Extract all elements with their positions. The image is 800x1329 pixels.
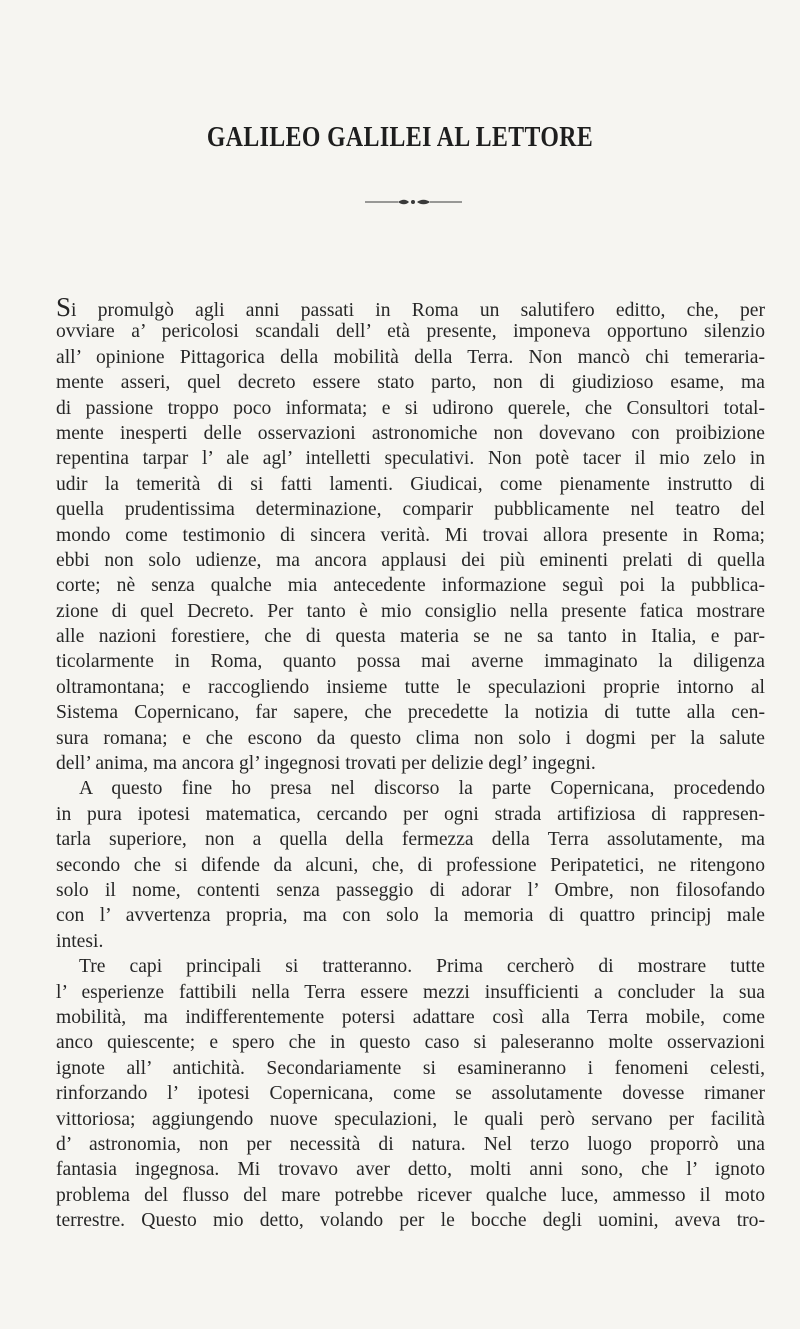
text-line: ignote all’ antichità. Secondariamente si esamineranno i fenomeni celesti, [56,1057,765,1079]
text-line: quella prudentissima determinazione, comparir pubblicamente nel teatro del [56,499,765,521]
text-line: di passione troppo poco informata; e si udirono querele, che Consultori total- [56,397,765,419]
text-line: anco quiescente; e spero che in questo caso si paleseranno molte osservazioni [56,1032,765,1054]
text-line: mente inesperti delle osservazioni astronomiche non dovevano con proibizione [56,422,765,444]
text-line: terrestre. Questo mio detto, volando per le bocche degli uomini, aveva tro- [56,1210,765,1232]
text-line: oltramontana; e raccogliendo insieme tutte le speculazioni proprie intorno al [56,676,765,698]
text-line: secondo che si difende da alcuni, che, di professione Peripatetici, ne ritengono [56,854,765,876]
text-line: alle nazioni forestiere, che di questa materia se ne sa tanto in Italia, e par- [56,626,765,648]
text-line: con l’ avvertenza propria, ma con solo la memoria di quattro principj male [56,905,765,927]
text-line: corte; nè senza qualche mia antecedente informazione seguì poi la pubblica- [56,575,765,597]
text-line: solo il nome, contenti senza passeggio di adorar l’ Ombre, non filosofando [56,879,765,901]
text-line: mobilità, ma indifferentemente potersi adattare così alla Terra mobile, come [56,1006,765,1028]
text-line: d’ astronomia, non per necessità di natura. Nel terzo luogo proporrò una [56,1133,765,1155]
text-line: rinforzando l’ ipotesi Copernicana, come se assolutamente dovesse rimaner [56,1083,765,1105]
text-line: mente asseri, quel decreto essere stato parto, non di giudizioso esame, ma [56,372,765,394]
text-line: in pura ipotesi matematica, cercando per ogni strada artifiziosa di rappresen- [56,803,765,825]
text-line: repentina tarpar l’ ale agl’ intelletti speculativi. Non potè tacer il mio zelo in [56,448,765,470]
text-line: Si promulgò agli anni passati in Roma un salutifero editto, che, per [56,292,765,322]
text-line: zione di quel Decreto. Per tanto è mio consiglio nella presente fatica mostrare [56,600,765,622]
text-line: Sistema Copernicano, far sapere, che precedette la notizia di tutte alla cen- [56,702,765,724]
text-line: udir la temerità di si fatti lamenti. Giudicai, come pienamente instrutto di [56,473,765,495]
body-text [56,294,765,1233]
page-title: GALILEO GALILEI AL LETTORE [206,121,594,153]
text-line: l’ esperienze fattibili nella Terra essere mezzi insufficienti a concluder la sua [56,981,765,1003]
text-line: problema del flusso del mare potrebbe ricever qualche luce, ammesso il moto [56,1184,765,1206]
text-line: ticolarmente in Roma, quanto possa mai averne immaginato la diligenza [56,651,765,673]
text-line: tarla superiore, non a quella della fermezza della Terra assolutamente, ma [56,829,765,851]
text-line: A questo fine ho presa nel discorso la parte Copernicana, procedendo [79,778,765,800]
text-line: ebbi non solo udienze, ma ancora applausi dei più eminenti prelati di quella [56,549,765,571]
text-line: sura romana; e che escono da questo clima non solo i dogmi per la salute [56,727,765,749]
text-line: dell’ anima, ma ancora gl’ ingegnosi trovati per delizie degl’ ingegni. [56,753,596,775]
text-line: vittoriosa; aggiungendo nuove speculazioni, le quali però servano per facilità [56,1108,765,1130]
text-line: intesi. [56,930,104,952]
drop-cap: S [56,292,72,322]
text-line: all’ opinione Pittagorica della mobilità della Terra. Non mancò chi temeraria- [56,346,765,368]
text-line: Tre capi principali si tratteranno. Prima cercherò di mostrare tutte [79,956,765,978]
text-line: mondo come testimonio di sincera verità. Mi trovai allora presente in Roma; [56,524,765,546]
ornament-rule-icon [0,196,800,208]
text-line: ovviare a’ pericolosi scandali dell’ età presente, imponeva opportuno silenzio [56,321,765,343]
text-line: fantasia ingegnosa. Mi trovavo aver detto, molti anni sono, che l’ ignoto [56,1159,765,1181]
